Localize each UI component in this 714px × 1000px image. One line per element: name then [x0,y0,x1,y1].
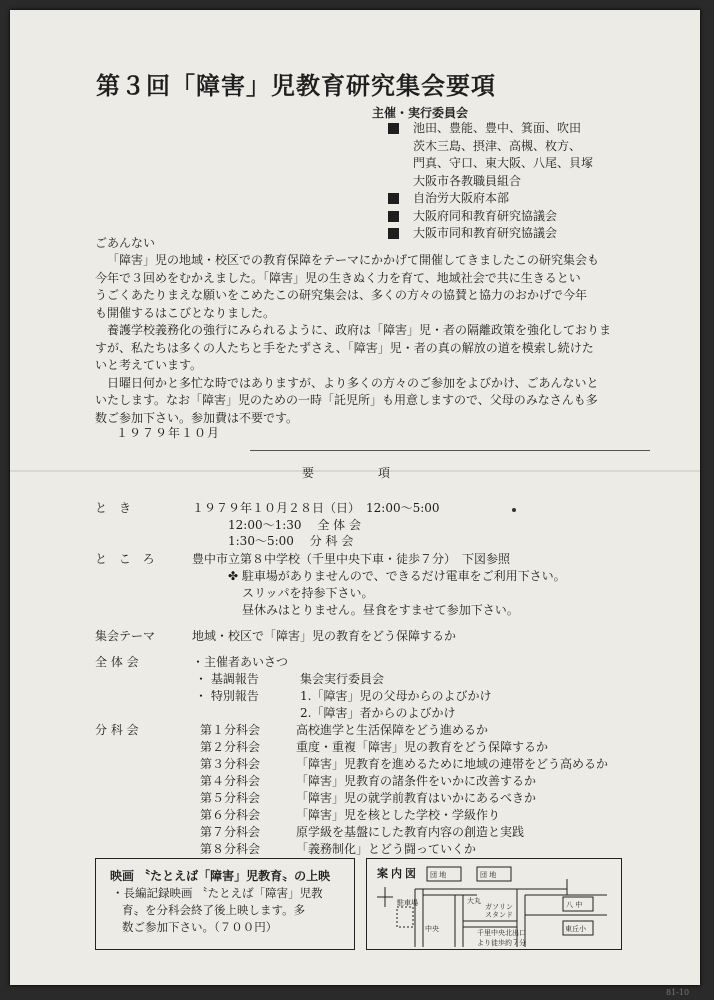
area-map [367,859,621,949]
map-heading: 案内図 [377,867,419,880]
bunkakai-topic: 「障害」児の就学前教育はいかにあるべきか [296,791,537,805]
map-label-senri: 千里中央北出口 [477,929,526,937]
intro-heading: ごあんない [95,236,156,250]
toki-label: と き [95,501,132,515]
divider [250,450,650,451]
map-label-walk: より徒歩約７分 [477,939,526,947]
bunkakai-number: 第８分科会 [200,842,261,856]
bunkakai-topic: 原学級を基盤にした教育内容の創造と実践 [296,825,525,839]
organizer-item: 大阪市同和教育研究協議会 [388,225,593,243]
intro-date: １９７９年１０月 [116,426,221,440]
bunkakai-topic: 「障害」児教育を進めるために地域の連帯をどう高めるか [296,757,609,771]
tokoro-label: と こ ろ [95,552,159,566]
map-label-stand: スタンド [485,911,513,919]
bullet-square-icon [388,211,399,222]
map-label-gasoline: ガソリン [485,903,513,911]
bunkakai-number: 第５分科会 [200,791,261,805]
kicho-value: 集会実行委員会 [300,672,385,686]
bunkakai-topic: 「障害」児教育の諸条件をいかに改善するか [296,774,537,788]
page-title: 第３回「障害」児教育研究集会要項 [96,71,496,100]
zentaikai-item: ・ 特別報告 [195,689,259,703]
organizer-item: 大阪府同和教育研究協議会 [388,208,593,226]
toki-zentai: 12:00～1:30 全 体 会 [228,518,361,532]
movie-box [95,858,355,950]
bunkakai-number: 第１分科会 [200,723,261,737]
map-box [366,858,622,950]
bunkakai-topic: 高校進学と生活保障をどう進めるか [296,723,489,737]
map-label-danchi: 団 地 [480,871,497,879]
movie-heading: 映画 〝たとえば「障害」児教育〟の上映 [110,869,331,883]
tokubetsu-1: 1.「障害」児の父母からのよびかけ [300,689,492,703]
theme-row [95,627,456,644]
bunkakai-number: 第２分科会 [200,740,261,754]
map-label-daimaru: 大丸 [467,897,481,905]
tokoro-note: スリッパを持参下さい。 [242,586,374,600]
tokoro-row [95,550,510,567]
map-label-toyooka: 東丘小 [565,925,586,933]
bunkakai-topic: 「義務制化」とどう闘っていくか [296,842,477,856]
zentaikai-label: 全 体 会 [95,655,139,669]
tokoro-note: 昼休みはとりません。昼食をすませて参加下さい。 [242,603,519,617]
bunkakai-number: 第３分科会 [200,757,261,771]
map-label-chuo: 中央 [425,925,439,933]
organizer-item: 自治労大阪府本部 [388,190,593,208]
bunkakai-number: 第７分科会 [200,825,261,839]
bullet-square-icon [388,193,399,204]
tokoro-place: 豊中市立第８中学校（千里中央下車・徒歩７分） 下図参照 [192,552,511,566]
bunkakai-label: 分 科 会 [95,723,139,737]
section-heading: 要 項 [302,466,417,480]
zentaikai-item: ・ 基調報告 [195,672,259,686]
tokubetsu-2: 2.「障害」者からのよびかけ [300,706,456,720]
organizer-list: 池田、豊能、豊中、箕面、吹田 茨木三島、摂津、高槻、枚方、 門真、守口、東大阪、八尾、貝塚 大阪市各教職員組合 自治労大阪府本部 大阪府同和教育研究協議会 大阪市同和教育研究協議会 [388,120,593,243]
organizer-item: 池田、豊能、豊中、箕面、吹田 [388,120,593,138]
dot-mark [512,508,516,512]
bunkakai-number: 第６分科会 [200,808,261,822]
map-label-hachu: 八 中 [566,901,583,909]
intro-text: 「障害」児の地域・校区での教育保障をテーマにかかげて開催してきましたこの研究集会も 今年で３回めをむかえました。「障害」児の生きぬく力を育て、地域社会で共に生きるとい うごくあたりまえな願いをこめたこの研究集会は、多くの方々の協賛と協力のおかげで今年 も開催するはこびとなりました。 養護学校義務化の強行にみられるように、政府は「障害」児・者の隔離政策を強化しておりま すが、私たちは多くの人たちと手をたずさえ、「障害」児・者の真の解放の道を模索し続けた いと考えています。 日曜日何かと多忙な時ではありますが、より多くの方々のご参加をよびかけ、ごあんないと いたします。なお「障害」児のための一時「託児所」も用意しますので、父母のみなさんも多 数ご参加下さい。参加費は不要です。 [95,253,612,425]
toki-row [95,499,440,516]
toki-bunka: 1:30～5:00 分 科 会 [228,534,354,548]
bullet-square-icon [388,123,399,134]
corner-mark: 81-10 [666,988,690,997]
bullet-square-icon [388,228,399,239]
theme-value: 地域・校区で「障害」児の教育をどう保障するか [192,629,457,643]
toki-date: １９７９年１０月２８日（日） 12:00～5:00 [192,501,440,515]
map-label-parking: 駐車場 [397,899,418,907]
zentaikai-row: 全 体 会 ・主催者あいさつ [95,655,289,669]
theme-label: 集会テーマ [95,629,156,643]
movie-text: ・長編記録映画 〝たとえば「障害」児教 育〟を分科会終了後上映します。多 数ご参加下さい。（７００円） [112,886,323,934]
bunkakai-topic: 「障害」児を核とした学校・学級作り [296,808,501,822]
map-label-danchi: 団 地 [430,871,447,879]
tokoro-note: ✤ 駐車場がありませんので、できるだけ電車をご利用下さい。 [228,569,566,583]
bunkakai-topic: 重度・重複「障害」児の教育をどう保障するか [296,740,549,754]
organizer-heading: 主催・実行委員会 [372,106,469,120]
bunkakai-number: 第４分科会 [200,774,261,788]
